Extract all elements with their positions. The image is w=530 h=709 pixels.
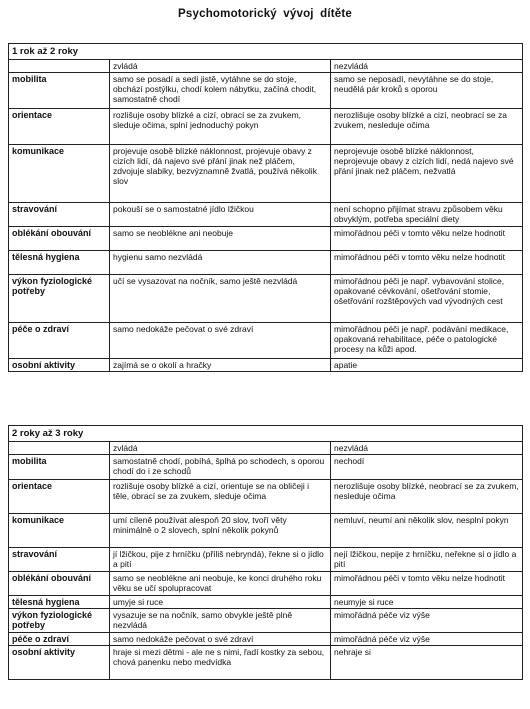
row-label: stravování <box>9 548 110 572</box>
table-row <box>9 275 523 323</box>
cell-cannot: nemluví, neumí ani několik slov, nesplní pokyn <box>331 514 523 548</box>
cell-can: pokouší se o samostatné jídlo lžičkou <box>110 203 331 227</box>
table-row <box>9 73 523 109</box>
cell-cannot: apatie <box>331 359 523 372</box>
cell-cannot: nerozlišuje osoby blízké, neobrací se za zvukem, nesleduje očima <box>331 480 523 514</box>
cell-cannot: mimořádnou péči v tomto věku nelze hodnotit <box>331 251 523 275</box>
table-row <box>9 203 523 227</box>
table-row <box>9 227 523 251</box>
cell-cannot: mimořádnou péči v tomto věku nelze hodnotit <box>331 227 523 251</box>
cell-can: vysazuje se na nočník, samo obvykle ještě plně nezvládá <box>110 609 331 633</box>
section-heading: 2 roky až 3 roky <box>9 426 523 442</box>
row-label: péče o zdraví <box>9 633 110 646</box>
cell-can: hraje si mezi dětmi - ale ne s nimi, řadí kostky za sebou, chová panenku nebo medvídka <box>110 646 331 680</box>
cell-cannot: mimořádnou péči je např. podávání medikace, opakovaná rehabilitace, péče o patologické procesy na kůži apod. <box>331 323 523 359</box>
empty-header-cell <box>9 60 110 73</box>
row-label: osobní aktivity <box>9 359 110 372</box>
row-label: orientace <box>9 109 110 145</box>
cell-can: učí se vysazovat na nočník, samo ještě nezvládá <box>110 275 331 323</box>
cell-cannot: mimořádná péče viz výše <box>331 609 523 633</box>
cell-can: rozlišuje osoby blízké a cizí, obrací se za zvukem, sleduje očima, splní jednoduchý pokyn <box>110 109 331 145</box>
cell-can: samo se neobléknе ani neobuje, ke konci druhého roku věku se učí spolupracovat <box>110 572 331 596</box>
page-title: Psychomotorický vývoj dítěte <box>178 8 352 20</box>
column-header-cannot: nezvládá <box>331 60 523 73</box>
cell-can: rozlišuje osoby blízké a cizí, orientuje se na obličeji i těle, obrací se za zvukem, sleduje očima <box>110 480 331 514</box>
row-label: výkon fyziologické potřeby <box>9 609 110 633</box>
cell-cannot: neumyje si ruce <box>331 596 523 609</box>
development-table-1-2-years <box>8 43 523 372</box>
row-label: komunikace <box>9 514 110 548</box>
cell-can: umí cíleně používat alespoň 20 slov, tvoří věty minimálně o 2 slovech, splní několik pokynů <box>110 514 331 548</box>
column-header-cannot: nezvládá <box>331 442 523 455</box>
row-label: mobilita <box>9 73 110 109</box>
table-row <box>9 572 523 596</box>
cell-can: projevuje osobě blízké náklonnost, projevuje obavy z cizích lidí, dá najevo své přání jinak než pláčem, zdvojuje slabiky, bezvýznamně žvatlá, používá několik slov <box>110 145 331 203</box>
cell-can: samo nedokáže pečovat o své zdraví <box>110 633 331 646</box>
cell-cannot: mimořádnou péči v tomto věku nelze hodnotit <box>331 572 523 596</box>
cell-cannot: mimořádná péče viz výše <box>331 633 523 646</box>
section-heading: 1 rok až 2 roky <box>9 44 523 60</box>
cell-can: samo se neobléknе ani neobuje <box>110 227 331 251</box>
row-label: mobilita <box>9 455 110 480</box>
cell-can: samo nedokáže pečovat o své zdraví <box>110 323 331 359</box>
cell-can: umyje si ruce <box>110 596 331 609</box>
row-label: výkon fyziologické potřeby <box>9 275 110 323</box>
table-row <box>9 455 523 480</box>
row-label: stravování <box>9 203 110 227</box>
cell-cannot: nehraje si <box>331 646 523 680</box>
row-label: komunikace <box>9 145 110 203</box>
table-row <box>9 109 523 145</box>
cell-cannot: nejí lžičkou, nepije z hrníčku, neřekne si o jídlo a pití <box>331 548 523 572</box>
cell-cannot: nechodí <box>331 455 523 480</box>
cell-cannot: samo se neposadí, nevytáhne se do stoje, neudělá pár kroků s oporou <box>331 73 523 109</box>
cell-cannot: neprojevuje osobě blízké náklonnost, neprojevuje obavy z cizích lidí, nedá najevo své přání jinak než pláčem, nežvatlá <box>331 145 523 203</box>
table-row <box>9 548 523 572</box>
table-row <box>9 646 523 680</box>
cell-cannot: nerozlišuje osoby blízké a cizí, neobrací se za zvukem, nesleduje očima <box>331 109 523 145</box>
development-table-2-3-years <box>8 425 523 680</box>
cell-cannot: mimořádnou péči je např. vybavování stolice, opakované cévkování, ošetřování stomie, ošetřování rozštěpových vad vývodných cest <box>331 275 523 323</box>
table-row <box>9 251 523 275</box>
table-row <box>9 609 523 633</box>
row-label: tělesná hygiena <box>9 251 110 275</box>
row-label: osobní aktivity <box>9 646 110 680</box>
row-label: péče o zdraví <box>9 323 110 359</box>
cell-can: zajímá se o okolí a hračky <box>110 359 331 372</box>
column-header-can: zvládá <box>110 60 331 73</box>
row-label: oblékání obouvání <box>9 227 110 251</box>
table-row <box>9 323 523 359</box>
cell-can: samo se posadí a sedí jistě, vytáhne se do stoje, obchází postýlku, chodí kolem nábytku, začíná chodit, samostatně chodí <box>110 73 331 109</box>
cell-can: hygienu samo nezvládá <box>110 251 331 275</box>
column-header-can: zvládá <box>110 442 331 455</box>
table-row <box>9 633 523 646</box>
table-row <box>9 596 523 609</box>
cell-can: samostatně chodí, pobíhá, šplhá po schodech, s oporou chodí do i ze schodů <box>110 455 331 480</box>
table-row <box>9 480 523 514</box>
row-label: oblékání obouvání <box>9 572 110 596</box>
table-row <box>9 514 523 548</box>
empty-header-cell <box>9 442 110 455</box>
table-row <box>9 145 523 203</box>
cell-can: jí lžičkou, pije z hrníčku (příliš nebryndá), řekne si o jídlo a pití <box>110 548 331 572</box>
row-label: orientace <box>9 480 110 514</box>
cell-cannot: není schopno přijímat stravu způsobem věku obvyklým, potřeba speciální diety <box>331 203 523 227</box>
table-row <box>9 359 523 372</box>
row-label: tělesná hygiena <box>9 596 110 609</box>
